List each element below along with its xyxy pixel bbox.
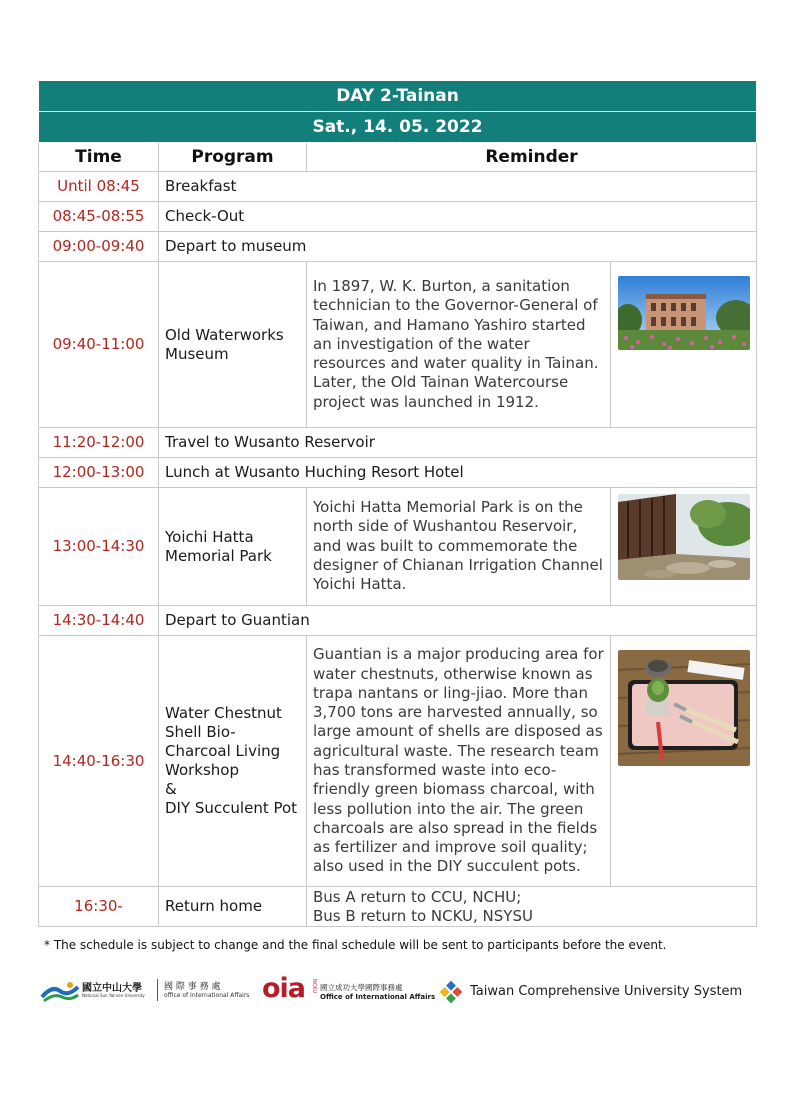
reminder-line: Bus B return to NCKU, NSYSU <box>313 906 533 925</box>
time-cell: 09:40-11:00 <box>39 262 159 428</box>
ncku-office-en: Office of International Affairs <box>320 993 436 1001</box>
table-row <box>39 458 757 488</box>
time-cell: 11:20-12:00 <box>39 428 159 458</box>
schedule-footnote: * The schedule is subject to change and the final schedule will be sent to participants before the event. <box>44 938 667 952</box>
program-cell: Yoichi Hatta Memorial Park <box>159 488 307 606</box>
photo-cell <box>611 488 757 606</box>
reminder-cell: Guantian is a major producing area for water chestnuts, otherwise known as trapa nantans or ling-jiao. More than 3,700 tons are harvested annually, so large amount of shells are disposed as agricultural waste. The research team has transformed waste into eco-friendly green biomass charcoal, with less pollution into the air. The green charcoals are also spread in the fields as fertilizer and improve soil quality; also used in the DIY succulent pots. <box>307 636 611 887</box>
ncku-tag: NCKU <box>311 978 318 994</box>
program-cell <box>159 636 307 887</box>
logo-divider <box>157 979 158 1001</box>
table-row <box>39 636 757 887</box>
time-cell: 12:00-13:00 <box>39 458 159 488</box>
logo-strip <box>40 973 743 1015</box>
time-cell: 16:30- <box>39 887 159 927</box>
schedule-table <box>38 80 757 927</box>
photo-cell <box>611 262 757 428</box>
table-row <box>39 428 757 458</box>
program-cell: Return home <box>159 887 307 927</box>
program-cell: Depart to museum <box>159 232 757 262</box>
table-row <box>39 262 757 428</box>
table-row <box>39 232 757 262</box>
reminder-cell: Yoichi Hatta Memorial Park is on the north side of Wushantou Reservoir, and was built to commemorate the designer of Chianan Irrigation Channel Yoichi Hatta. <box>307 488 611 606</box>
oia-logo: oia <box>262 973 306 1004</box>
time-cell: 08:45-08:55 <box>39 202 159 232</box>
table-row <box>39 202 757 232</box>
waterworks-museum-photo <box>618 276 750 350</box>
program-line: DIY Succulent Pot <box>165 799 298 817</box>
program-cell: Depart to Guantian <box>159 606 757 636</box>
table-row <box>39 172 757 202</box>
ncku-office-cn: 國立成功大學國際事務處 <box>320 983 403 992</box>
column-header-time: Time <box>39 143 159 172</box>
program-cell: Lunch at Wusanto Huching Resort Hotel <box>159 458 757 488</box>
memorial-park-photo <box>618 494 750 580</box>
reminder-line: Bus A return to CCU, NCHU; <box>313 887 522 906</box>
program-cell: Old Waterworks Museum <box>159 262 307 428</box>
time-cell: 13:00-14:30 <box>39 488 159 606</box>
reminder-cell: In 1897, W. K. Burton, a sanitation technician to the Governor-General of Taiwan, and Hamano Yashiro started an investigation of the water resources and water quality in Tainan. Later, the Old Tainan Watercourse project was launched in 1912. <box>307 262 611 428</box>
tcus-name: Taiwan Comprehensive University System <box>470 984 743 999</box>
program-line: Water Chestnut Shell Bio-Charcoal Living Workshop <box>165 704 282 779</box>
nsysu-emblem-icon <box>40 979 80 1005</box>
reminder-cell <box>307 887 757 927</box>
tcus-diamond-icon <box>436 977 466 1007</box>
time-cell: 14:30-14:40 <box>39 606 159 636</box>
nsysu-office-cn: 國 際 事 務 處 <box>164 982 221 992</box>
time-cell: Until 08:45 <box>39 172 159 202</box>
nsysu-name-en: National Sun Yat-sen University <box>82 993 145 998</box>
date-heading: Sat., 14. 05. 2022 <box>39 112 757 143</box>
schedule-sheet <box>38 80 756 927</box>
program-cell: Travel to Wusanto Reservoir <box>159 428 757 458</box>
photo-cell <box>611 636 757 887</box>
nsysu-name-cn: 國立中山大學 <box>82 983 142 994</box>
time-cell: 09:00-09:40 <box>39 232 159 262</box>
succulent-workshop-photo <box>618 650 750 766</box>
program-cell: Breakfast <box>159 172 757 202</box>
program-cell: Check-Out <box>159 202 757 232</box>
nsysu-logo <box>40 977 154 1007</box>
day-title: DAY 2-Tainan <box>39 81 757 112</box>
column-header-reminder: Reminder <box>307 143 757 172</box>
table-row <box>39 887 757 927</box>
time-cell: 14:40-16:30 <box>39 636 159 887</box>
column-header-program: Program <box>159 143 307 172</box>
table-row <box>39 488 757 606</box>
program-line: & <box>165 780 177 798</box>
table-row <box>39 606 757 636</box>
nsysu-office-en: office of International Affairs <box>164 992 250 999</box>
